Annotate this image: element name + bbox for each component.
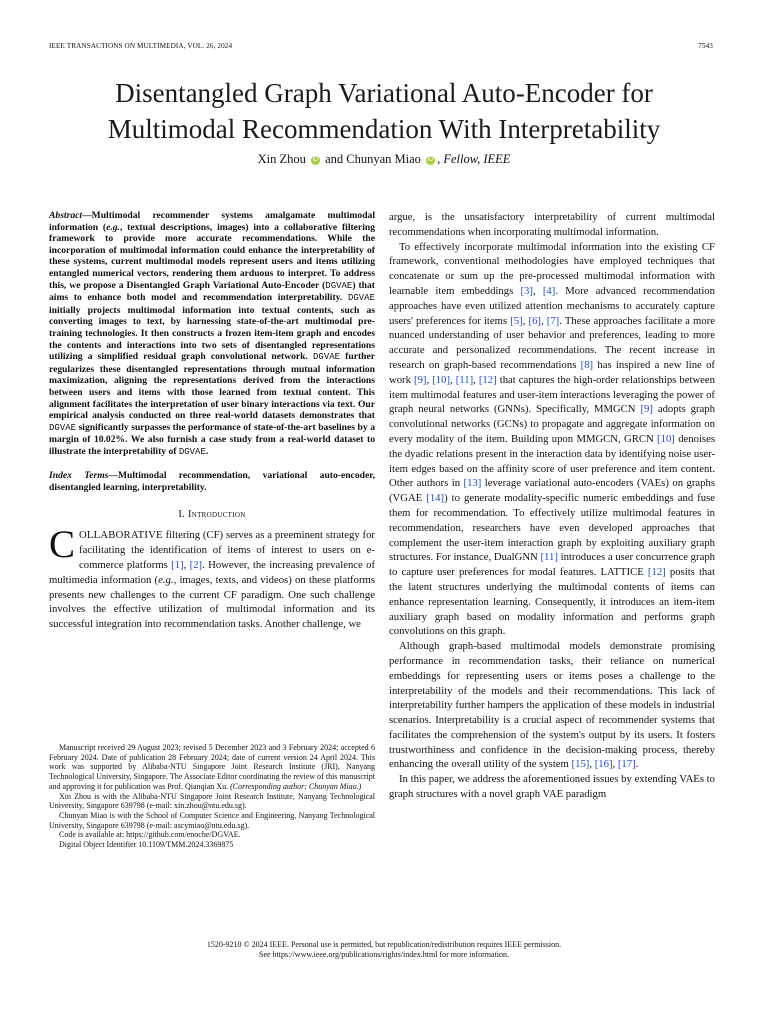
- left-column: [49, 210, 375, 632]
- author-name: Chunyan Miao: [346, 152, 421, 166]
- citation-link[interactable]: [16]: [594, 758, 613, 771]
- citation-link[interactable]: [13]: [463, 477, 482, 490]
- citation-link[interactable]: [11]: [455, 373, 474, 386]
- page-number: 7543: [698, 42, 713, 50]
- orcid-icon[interactable]: iD: [427, 157, 434, 163]
- footnote-author1: Xin Zhou is with the Alibaba-NTU Singapore Joint Research Institute, Nanyang Technological University, Singapore 639798 (e-mail: xin.zhou@ntu.edu.sg).: [49, 791, 375, 811]
- author-comma: ,: [437, 152, 441, 166]
- body-paragraph: Although graph-based multimodal models demonstrate promising performance in recommendation tasks, their reliance on numerical embeddings for representing users or items poses a challenge to the interpretability of the models and their recommendations. This lack of interpretability further hampers the application of these models in industrial scenarios. Interpretability is a crucial aspect of recommender systems that facilitates the comprehension of the system's output by its users. It fosters trustworthiness and confidence in the decision-making process, thereby enhancing the overall utility of the system [15], [16], [17].: [389, 640, 715, 771]
- body-paragraph: argue, is the unsatisfactory interpretability of current multimodal recommendations when incorporating multimodal information.: [389, 211, 715, 238]
- citation-link[interactable]: [15]: [571, 758, 590, 771]
- citation-link[interactable]: [8]: [580, 358, 594, 371]
- copyright-notice: [40, 940, 728, 960]
- citation-link[interactable]: [17]: [617, 758, 636, 771]
- title-line-2: Multimodal Recommendation With Interpretability: [107, 114, 661, 144]
- footnote-doi: Digital Object Identifier 10.1109/TMM.2024.3369875: [59, 840, 234, 850]
- method-name: DGVAE: [313, 352, 341, 363]
- author-name: Xin Zhou: [257, 152, 306, 166]
- method-name: DGVAE: [325, 280, 353, 291]
- journal-header: IEEE TRANSACTIONS ON MULTIMEDIA, VOL. 26, 2024: [49, 42, 233, 50]
- footnotes: [49, 743, 375, 850]
- footnote-manuscript: Manuscript received 29 August 2023; revised 5 December 2023 and 3 February 2024; accepted 6 February 2024. Date of publication 28 February 2024; date of current version 24 April 2024. This work was supported by Alibaba-NTU Singapore Joint Research Institute (JRI), Nanyang Technological University, Singapore. The Associate Editor coordinating the review of this manuscript and approving it for publication was Prof. Qianqian Xu. (Corresponding author: Chunyan Miao.): [49, 743, 375, 791]
- index-terms-label: Index Terms: [49, 470, 109, 482]
- paper-title: [40, 75, 728, 147]
- section-heading: I. Introduction: [178, 508, 246, 520]
- author-line: [40, 152, 728, 167]
- citation-link[interactable]: [6]: [528, 314, 541, 327]
- abstract: Abstract—Multimodal recommender systems amalgamate multimodal information (e.g., textual descriptions, images) into a collaborative filtering framework to provide more accurate recommendations. While the incorporation of multimodal information could enhance the interpretability of these systems, current multimodal models represent users and items utilizing entangled numerical vectors, rendering them arduous to interpret. To address this, we propose a Disentangled Graph Variational Auto-Encoder (DGVAE) that aims to enhance both model and recommendation interpretability. DGVAE initially projects multimodal information into textual contents, such as converting images to text, by harnessing state-of-the-art multimodal pre-training technologies. It then constructs a frozen item-item graph and encodes the contents and interactions into two sets of disentangled representations utilizing a simplified residual graph convolutional network. DGVAE further regularizes these disentangled representations through mutual information maximization, aligning the representations derived from the interactions between users and items with those learned from textual content. This alignment facilitates the interpretation of user binary interactions via text. Our empirical analysis conducted on three real-world datasets demonstrates that DGVAE significantly surpasses the performance of state-of-the-art baselines by a margin of 10.02%. We also furnish a case study from a real-world dataset to illustrate the interpretability of DGVAE.: [49, 210, 375, 457]
- copyright-line: 1520-9210 © 2024 IEEE. Personal use is permitted, but republication/redistribution requires IEEE permission.: [206, 940, 562, 949]
- title-line-1: Disentangled Graph Variational Auto-Encoder for: [115, 78, 653, 108]
- citation-link[interactable]: [4]: [542, 284, 556, 297]
- abstract-label: Abstract: [49, 210, 83, 221]
- citation-link[interactable]: [7]: [546, 314, 560, 327]
- author-conjunction: and: [325, 152, 344, 166]
- body-paragraph: In this paper, we address the aforementioned issues by extending VAEs to graph structures with a novel graph VAE paradigm: [389, 773, 715, 801]
- citation-link[interactable]: [2]: [189, 559, 203, 572]
- citation-link[interactable]: [9]: [640, 403, 653, 416]
- citation-link[interactable]: [10]: [432, 373, 451, 386]
- intro-paragraph: COLLABORATIVE filtering (CF) serves as a preeminent strategy for facilitating the identification of items of interest to users on e-commerce platforms [1], [2]. However, the increasing prevalence of multimedia information (e.g., images, texts, and videos) on these platforms presents new challenges to the current CF paradigm. One such challenge involves the effective utilization of multimodal information and its successful integration into recommendation tasks. Another challenge, we: [49, 523, 376, 631]
- citation-link[interactable]: [12]: [647, 566, 666, 579]
- citation-link[interactable]: [5]: [510, 314, 523, 327]
- method-name: DGVAE: [49, 422, 77, 433]
- citation-link[interactable]: [3]: [520, 284, 533, 297]
- citation-link[interactable]: [1]: [171, 559, 184, 572]
- footnote-author2: Chunyan Miao is with the School of Computer Science and Engineering, Nanyang Technological University, Singapore 639798 (e-mail: ascymiao@ntu.edu.sg).: [49, 810, 375, 830]
- rights-link[interactable]: See https://www.ieee.org/publications/rights/index.html for more information.: [259, 950, 509, 959]
- author-fellow: Fellow, IEEE: [443, 152, 511, 166]
- footnote-code: Code is available at: https://github.com/enoche/DGVAE.: [59, 830, 241, 840]
- orcid-icon[interactable]: iD: [312, 157, 319, 163]
- method-name: DGVAE: [178, 446, 206, 457]
- citation-link[interactable]: [14]: [426, 492, 445, 505]
- citation-link[interactable]: [12]: [478, 373, 497, 386]
- method-name: DGVAE: [347, 293, 375, 304]
- citation-link[interactable]: [9]: [414, 373, 427, 386]
- citation-link[interactable]: [10]: [657, 432, 675, 445]
- citation-link[interactable]: [11]: [540, 551, 558, 564]
- right-column: [389, 210, 715, 802]
- index-terms: Index Terms—Multimodal recommendation, variational auto-encoder, disentangled learning, interpretability.: [49, 470, 375, 494]
- body-paragraph: To effectively incorporate multimodal information into the existing CF framework, conventional methodologies have employed techniques that concatenate or sum up the pre-processed multimodal information with learnable item embeddings [3], [4]. More advanced recommendation approaches have even utilized attention mechanisms to accurately capture users' preferences for items [5], [6], [7]. These approaches facilitate a more nuanced understanding of user behavior and preferences, leading to more accurate and personalized recommendations. The recent increase in research on graph-based recommendations [8] has inspired a new line of work [9], [10], [11], [12] that captures the high-order relationships between item multimodal features and user-item interactions leveraging the power of graph neural networks (GNNs). Specifically, MMGCN [9] adopts graph convolutional networks (GCNs) to propagate and aggregate information on every modality of the item. Building upon MMGCN, GRCN [10] denoises the dyadic relations present in the interaction data by identifying noise user-item edges based on the affinity score of user preference and item content. Other authors in [13] leverage variational auto-encoders (VAEs) on graphs (VGAE [14]) to generate modality-specific numeric embeddings and fuse them for recommendation. To effectively utilize multimodal features in recommendation, researchers have even developed approaches that complement the user-item interaction graph by exploiting auxiliary graph structures. For instance, DualGNN [11] introduces a user concurrence graph to capture user preferences for modal features. LATTICE [12] posits that the latent structures underlying the multimodal contents of items can enhance representation learning. Consequently, it introduces an item-item auxiliary graph based on modality information and performs graph convolutions on this graph.: [389, 240, 716, 638]
- drop-cap: C: [49, 523, 76, 567]
